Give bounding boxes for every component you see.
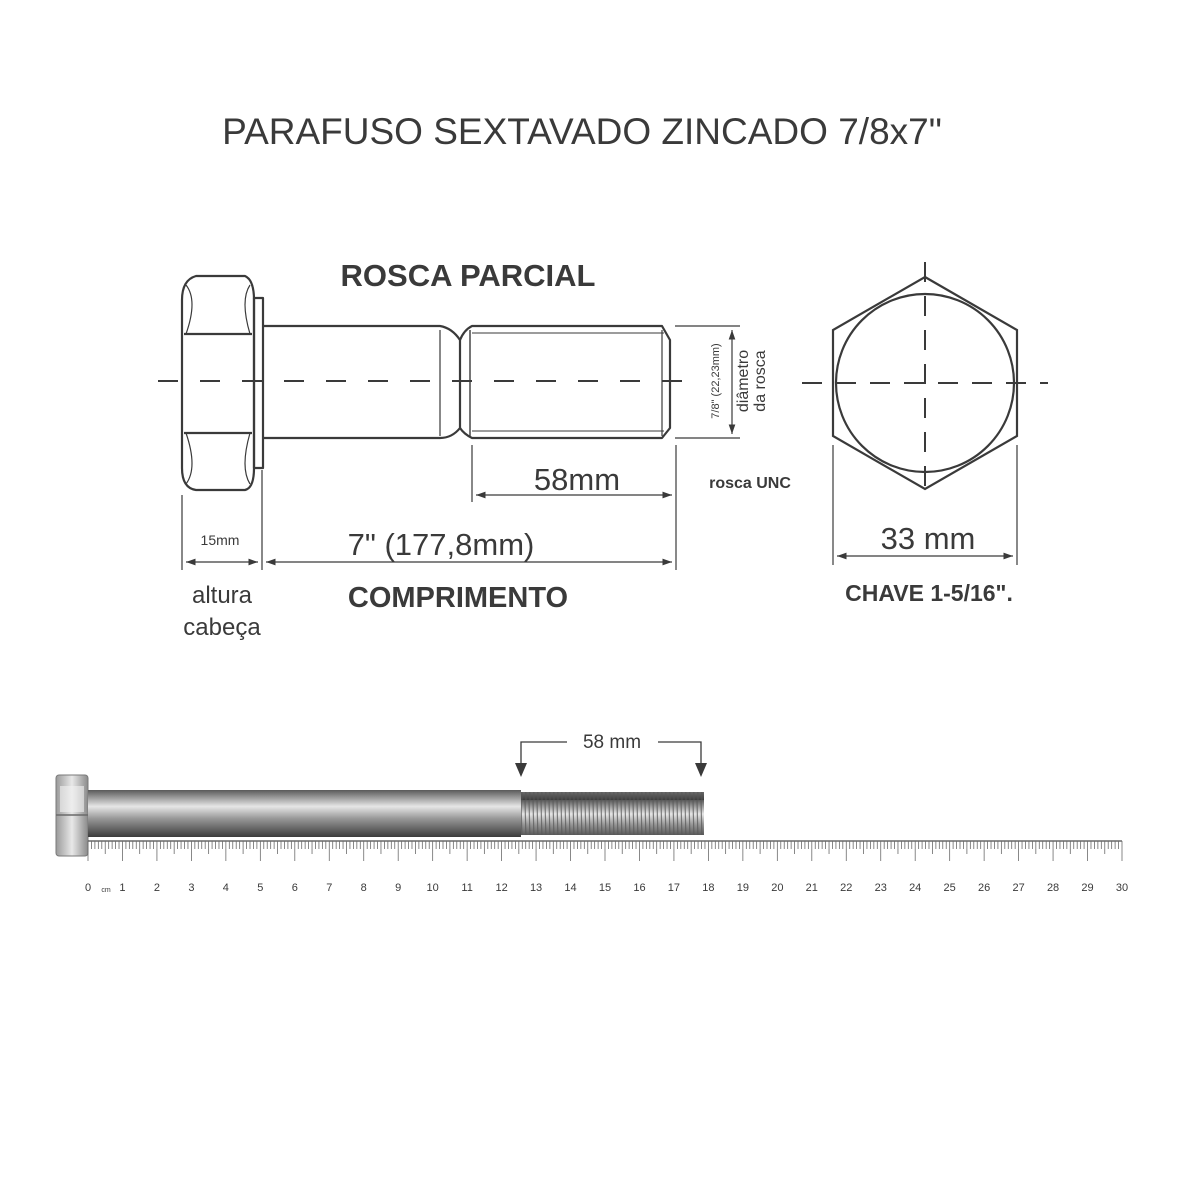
ruler-label: 14: [564, 882, 577, 894]
diameter-dimension: [675, 326, 740, 438]
bolt-head: [182, 276, 254, 490]
diameter-label-line2: da rosca: [752, 350, 769, 412]
ruler-label: 28: [1046, 882, 1060, 894]
diameter-value: 7/8" (22,23mm): [710, 343, 722, 419]
ruler-label: 6: [291, 882, 298, 894]
length-value: 7" (177,8mm): [347, 527, 535, 562]
ruler-label: 20: [771, 882, 784, 894]
ruler-label: 1: [119, 882, 126, 894]
ruler-unit: cm: [101, 887, 111, 894]
ruler-label: 0: [84, 882, 92, 894]
ruler-label: 30: [1115, 882, 1129, 894]
ruler-label: 29: [1081, 882, 1094, 894]
ruler: [85, 841, 1128, 894]
ruler-label: 3: [188, 882, 195, 894]
ruler-label: 27: [1012, 882, 1025, 894]
across-flats-value: 33 mm: [880, 521, 976, 556]
thread-type-label: ROSCA PARCIAL: [340, 258, 596, 293]
ruler-label: 4: [222, 882, 229, 894]
ruler-label: 25: [943, 882, 956, 894]
ruler-label: 21: [805, 882, 818, 894]
ruler-label: 2: [153, 882, 160, 894]
ruler-label: 22: [840, 882, 853, 894]
length-label: COMPRIMENTO: [347, 582, 569, 614]
bolt-head-view: [802, 262, 1048, 500]
diameter-label-line1: diâmetro: [735, 349, 752, 413]
ruler-label: 24: [909, 882, 922, 894]
photo-bolt-shank: [88, 790, 521, 837]
head-height-label-line2: cabeça: [183, 614, 261, 641]
bolt-side-view: [158, 276, 690, 490]
head-height-label-line1: altura: [191, 582, 253, 609]
ruler-label: 23: [874, 882, 887, 894]
ruler-label: 10: [426, 882, 439, 894]
thread-standard: rosca UNC: [709, 475, 791, 492]
ruler-label: 12: [495, 882, 508, 894]
ruler-label: 5: [257, 882, 264, 894]
ruler-label: 13: [529, 882, 543, 894]
ruler-label: 11: [461, 882, 473, 894]
photo-arrow-right: [695, 763, 707, 777]
bolt-washer-face: [254, 298, 263, 468]
ruler-label: 18: [702, 882, 715, 894]
wrench-size: CHAVE 1-5/16".: [845, 580, 1013, 606]
photo-thread-length: 58 mm: [582, 732, 642, 753]
ruler-label: 7: [326, 882, 333, 894]
head-height-value: 15mm: [200, 532, 240, 548]
thread-length-value: 58mm: [533, 462, 621, 497]
ruler-label: 8: [360, 882, 367, 894]
ruler-label: 19: [736, 882, 749, 894]
ruler-label: 9: [395, 882, 402, 894]
ruler-label: 26: [978, 882, 991, 894]
photo-bolt-thread: [521, 792, 704, 835]
ruler-label: 16: [633, 882, 646, 894]
ruler-label: 17: [667, 882, 681, 894]
page-title: PARAFUSO SEXTAVADO ZINCADO 7/8x7": [222, 111, 942, 152]
ruler-label: 15: [598, 882, 612, 894]
photo-arrow-left: [515, 763, 527, 777]
